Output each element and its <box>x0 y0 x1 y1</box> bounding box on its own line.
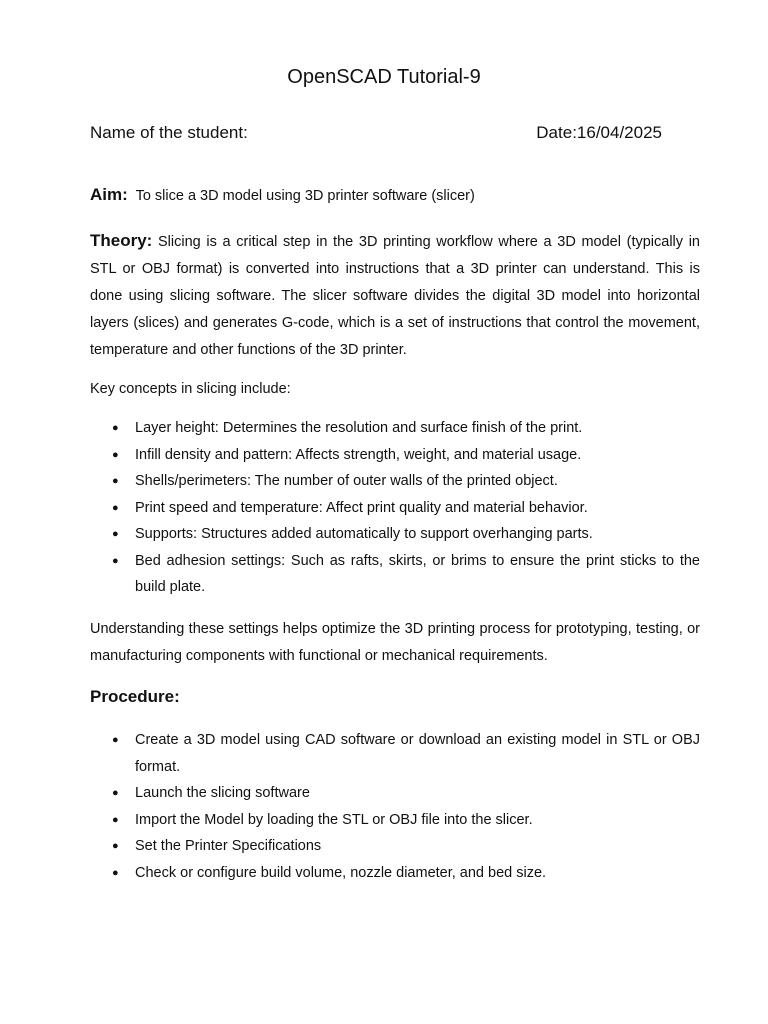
list-item: ● Set the Printer Specifications <box>90 833 700 860</box>
theory-section <box>90 227 700 364</box>
aim-text: To slice a 3D model using 3D printer software (slicer) <box>135 188 475 204</box>
list-item: ● Launch the slicing software <box>90 780 700 807</box>
procedure-steps-list <box>90 727 700 886</box>
key-concepts-intro: Key concepts in slicing include: <box>90 381 291 397</box>
list-item: ● Create a 3D model using CAD software or download an existing model in STL or OBJ format. <box>90 727 700 780</box>
list-item: ● Import the Model by loading the STL or OBJ file into the slicer. <box>90 807 700 834</box>
procedure-heading: Procedure: <box>90 687 180 706</box>
theory-text: Slicing is a critical step in the 3D printing workflow where a 3D model (typically in STL or OBJ format) is converted into instructions that a 3D printer can understand. This is done using slicing software. The slicer software divides the digital 3D model into horizontal layers (slices) and generates G-code, which is a set of instructions that control the movement, temperature and other functions of the 3D printer. <box>90 234 700 358</box>
list-item: ● Infill density and pattern: Affects strength, weight, and material usage. <box>90 442 700 469</box>
theory-heading: Theory: <box>90 231 153 250</box>
date-label: Date:16/04/2025 <box>536 123 662 142</box>
aim-heading: Aim: <box>90 185 128 204</box>
understanding-paragraph: Understanding these settings helps optimize the 3D printing process for prototyping, testing, or manufacturing components with functional or mechanical requirements. <box>90 621 700 664</box>
list-item: ● Bed adhesion settings: Such as rafts, skirts, or brims to ensure the print sticks to the build plate. <box>90 548 700 601</box>
key-concepts-list <box>90 415 700 601</box>
header-row <box>90 122 662 144</box>
student-name-label: Name of the student: <box>90 123 248 142</box>
list-item: ● Shells/perimeters: The number of outer walls of the printed object. <box>90 468 700 495</box>
aim-section <box>90 184 700 207</box>
list-item: ● Check or configure build volume, nozzle diameter, and bed size. <box>90 860 700 887</box>
list-item: ● Print speed and temperature: Affect print quality and material behavior. <box>90 495 700 522</box>
document-title: OpenSCAD Tutorial-9 <box>287 66 481 88</box>
list-item: ● Layer height: Determines the resolution and surface finish of the print. <box>90 415 700 442</box>
list-item: ● Supports: Structures added automatically to support overhanging parts. <box>90 521 700 548</box>
